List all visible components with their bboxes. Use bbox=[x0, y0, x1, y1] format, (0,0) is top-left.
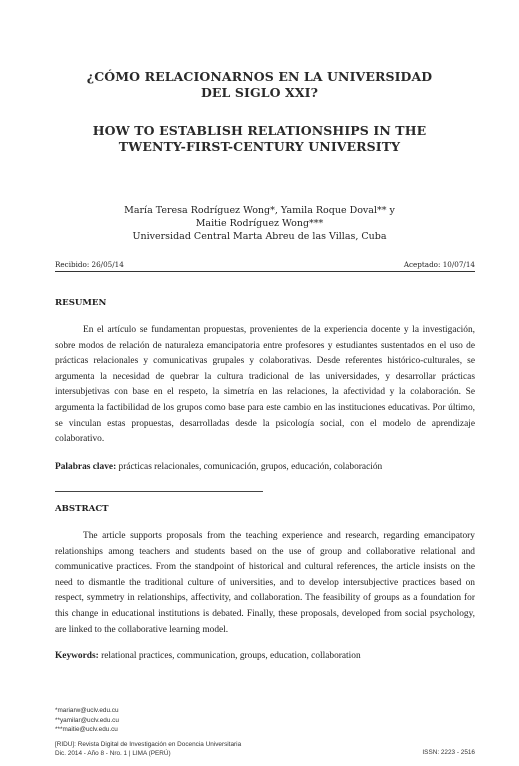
spanish-title-line1: ¿CÓMO RELACIONARNOS EN LA UNIVERSIDAD bbox=[86, 69, 433, 84]
resumen-keywords bbox=[55, 462, 475, 472]
authors-line2: Maitie Rodríguez Wong*** bbox=[195, 218, 324, 229]
journal-name: [RIDU]: Revista Digital de Investigación en Docencia Universitaria bbox=[55, 741, 242, 748]
resumen-keywords-label: Palabras clave: bbox=[55, 462, 117, 472]
section-divider bbox=[55, 491, 263, 492]
accepted-date: Aceptado: 10/07/14 bbox=[403, 260, 475, 269]
abstract-body bbox=[55, 529, 475, 638]
footnote-email-3: ***maitie@uclv.edu.cu bbox=[55, 726, 118, 733]
resumen-heading: RESUMEN bbox=[55, 298, 107, 308]
abstract-keywords bbox=[55, 651, 475, 661]
footnote-email-2: **yamilar@uclv.edu.cu bbox=[55, 716, 119, 724]
abstract-keywords-list: relational practices, communication, groups, education, collaboration bbox=[98, 651, 361, 661]
authors-line1: María Teresa Rodríguez Wong*, Yamila Roque Doval** y bbox=[124, 205, 395, 216]
journal-footer bbox=[55, 740, 475, 758]
journal-issue: Dic. 2014 - Año 8 - Nro. 1 | LIMA (PERÚ) bbox=[55, 750, 171, 757]
english-title-line2: TWENTY-FIRST-CENTURY UNIVERSITY bbox=[118, 139, 401, 154]
english-title-line1: HOW TO ESTABLISH RELATIONSHIPS IN THE bbox=[92, 123, 427, 138]
abstract-text: The article supports proposals from the teaching experience and research, regarding emancipatory relationships among teachers and students based on the use of group and collaborative relational and communicative practices. From the standpoint of historical and cultural references, the article insists on the need to dismantle the traditional culture of universities, and to develop intersubjective practices based on respect, symmetry in relationships, affectivity, and collaboration. The feasibility of groups as a foundation for this change in educational institutions is debated. Finally, these proposals, developed from social psychology, are linked to the collaborative learning model. bbox=[55, 531, 475, 635]
received-date: Recibido: 26/05/14 bbox=[55, 260, 124, 269]
author-affiliation: Universidad Central Marta Abreu de las Villas, Cuba bbox=[132, 231, 387, 242]
abstract-heading: ABSTRACT bbox=[55, 504, 109, 514]
spanish-title-line2: DEL SIGLO XXI? bbox=[200, 85, 319, 100]
footnote-email-1: *mariarw@uclv.edu.cu bbox=[55, 707, 119, 714]
resumen-text: En el artículo se fundamentan propuestas, provenientes de la experiencia docente y la investigación, sobre modos de relación de naturaleza emancipatoria entre profesores y estudiantes sustentados en el uso de prácticas relacionales y comunicativas grupales y colaborativas. Desde referentes histórico-culturales, se argumenta la necesidad de quebrar la cultura tradicional de las universidades, y desarrollar prácticas intersubjetivas con base en el respeto, la simetría en las relaciones, la afectividad y la colaboración. Se argumenta la factibilidad de los grupos como base para este cambio en las instituciones educativas. Por último, se vinculan estas propuestas, desarrolladas desde la psicología social, con el modelo de aprendizaje colaborativo. bbox=[55, 325, 475, 445]
spanish-title bbox=[40, 69, 479, 101]
resumen-keywords-list: prácticas relacionales, comunicación, grupos, educación, colaboración bbox=[116, 462, 383, 472]
author-block bbox=[40, 204, 479, 243]
resumen-body bbox=[55, 323, 475, 448]
dates-bar bbox=[55, 260, 475, 272]
issn: ISSN: 2223 - 2516 bbox=[422, 749, 475, 756]
footnotes bbox=[55, 706, 119, 735]
english-title bbox=[40, 123, 479, 155]
abstract-keywords-label: Keywords: bbox=[55, 651, 99, 661]
